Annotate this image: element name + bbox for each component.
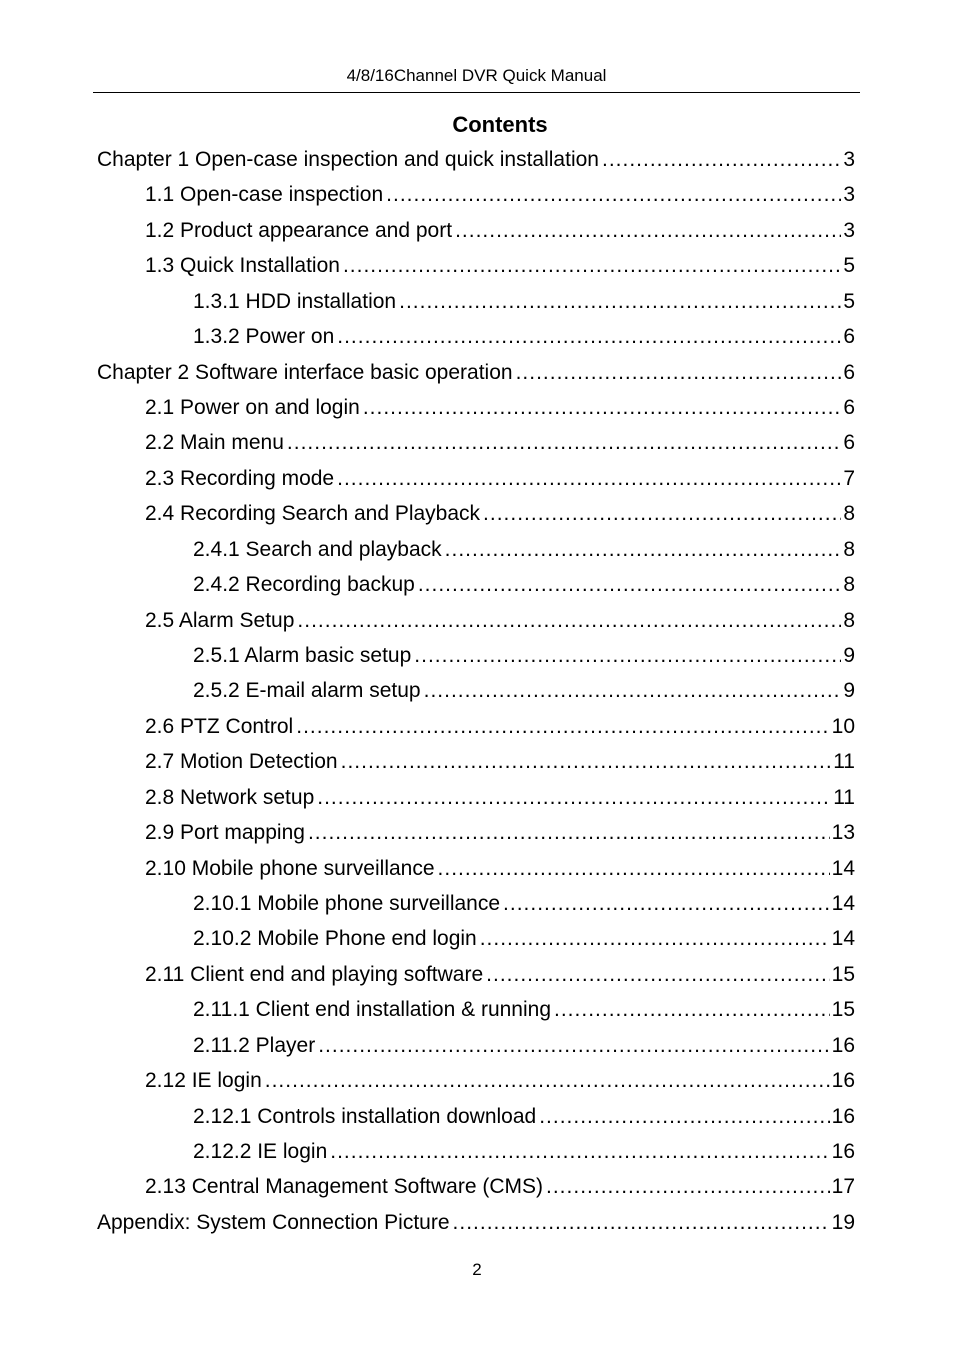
- toc-entry-title: 2.3 Recording mode: [145, 467, 335, 490]
- toc-entry[interactable]: [193, 674, 855, 708]
- toc-dot-leader: [287, 426, 841, 460]
- running-header: 4/8/16Channel DVR Quick Manual: [346, 66, 607, 85]
- toc-dot-leader: [483, 497, 841, 531]
- toc-dot-leader: [438, 852, 830, 886]
- toc-dot-leader: [308, 816, 830, 850]
- toc-entry[interactable]: [193, 533, 855, 567]
- toc-entry[interactable]: [145, 391, 855, 425]
- toc-entry-title: 2.12.1 Controls installation download: [193, 1105, 537, 1128]
- toc-entry-page: 5: [843, 254, 855, 277]
- toc-entry-title: 2.9 Port mapping: [145, 821, 305, 844]
- toc-entry-title: 2.5.2 E-mail alarm setup: [193, 679, 421, 702]
- toc-entry-page: 13: [831, 821, 855, 844]
- toc-entry-page: 3: [843, 148, 855, 171]
- toc-entry-page: 9: [843, 644, 855, 667]
- toc-entry[interactable]: [193, 1135, 855, 1169]
- toc-entry[interactable]: [193, 568, 855, 602]
- toc-entry-title: 2.10.1 Mobile phone surveillance: [193, 892, 501, 915]
- toc-entry-page: 8: [843, 538, 855, 561]
- toc-entry-title: 2.5.1 Alarm basic setup: [193, 644, 412, 667]
- toc-entry-page: 3: [843, 183, 855, 206]
- toc-entry-title: 2.2 Main menu: [145, 431, 284, 454]
- toc-dot-leader: [602, 143, 841, 177]
- toc-entry[interactable]: [145, 214, 855, 248]
- toc-entry[interactable]: [145, 745, 855, 779]
- toc-entry-page: 15: [831, 998, 855, 1021]
- toc-entry[interactable]: [145, 249, 855, 283]
- toc-entry-page: 14: [831, 857, 855, 880]
- toc-entry[interactable]: [145, 178, 855, 212]
- toc-entry[interactable]: [193, 639, 855, 673]
- toc-entry[interactable]: [145, 710, 855, 744]
- toc-entry[interactable]: [145, 426, 855, 460]
- toc-entry-title: 2.11.1 Client end installation & running: [193, 998, 552, 1021]
- toc-entry[interactable]: [97, 143, 855, 177]
- toc-entry-title: 2.11.2 Player: [193, 1034, 316, 1057]
- toc-entry-title: Chapter 1 Open-case inspection and quick installation: [97, 148, 599, 171]
- contents-heading: Contents: [452, 112, 548, 137]
- toc-entry-title: 2.5 Alarm Setup: [145, 609, 295, 632]
- toc-entry-title: Chapter 2 Software interface basic operation: [97, 361, 513, 384]
- toc-dot-leader: [503, 887, 830, 921]
- toc-dot-leader: [363, 391, 841, 425]
- toc-entry[interactable]: [193, 887, 855, 921]
- toc-entry[interactable]: [145, 958, 855, 992]
- toc-entry-title: 1.3.2 Power on: [193, 325, 335, 348]
- header-divider: [93, 92, 860, 93]
- toc-entry-title: 2.4.1 Search and playback: [193, 538, 442, 561]
- toc-dot-leader: [455, 214, 841, 248]
- toc-entry-page: 7: [843, 467, 855, 490]
- toc-dot-leader: [296, 710, 829, 744]
- toc-entry[interactable]: [193, 922, 855, 956]
- toc-entry-title: 2.1 Power on and login: [145, 396, 360, 419]
- toc-entry-page: 8: [843, 609, 855, 632]
- toc-entry-page: 6: [843, 325, 855, 348]
- toc-entry-title: 2.7 Motion Detection: [145, 750, 338, 773]
- toc-entry-page: 14: [831, 927, 855, 950]
- toc-entry-title: Appendix: System Connection Picture: [97, 1211, 450, 1234]
- toc-dot-leader: [546, 1170, 830, 1204]
- toc-entry[interactable]: [145, 462, 855, 496]
- toc-dot-leader: [317, 781, 831, 815]
- toc-entry-title: 2.12 IE login: [145, 1069, 262, 1092]
- toc-dot-leader: [297, 604, 841, 638]
- toc-entry-title: 2.4 Recording Search and Playback: [145, 502, 481, 525]
- toc-dot-leader: [341, 745, 832, 779]
- toc-dot-leader: [343, 249, 841, 283]
- toc-entry-title: 2.6 PTZ Control: [145, 715, 294, 738]
- toc-entry[interactable]: [145, 781, 855, 815]
- toc-entry-title: 2.4.2 Recording backup: [193, 573, 415, 596]
- toc-entry-page: 17: [831, 1175, 855, 1198]
- toc-entry[interactable]: [193, 1100, 855, 1134]
- toc-entry-page: 16: [831, 1105, 855, 1128]
- toc-entry-title: 1.3.1 HDD installation: [193, 290, 397, 313]
- toc-dot-leader: [539, 1100, 829, 1134]
- toc-entry[interactable]: [145, 816, 855, 850]
- toc-entry-title: 1.2 Product appearance and port: [145, 219, 453, 242]
- toc-entry[interactable]: [193, 320, 855, 354]
- toc-entry-page: 16: [831, 1140, 855, 1163]
- toc-entry-title: 1.1 Open-case inspection: [145, 183, 384, 206]
- toc-entry-title: 2.11 Client end and playing software: [145, 963, 484, 986]
- toc-dot-leader: [337, 462, 841, 496]
- toc-entry-title: 2.10 Mobile phone surveillance: [145, 857, 435, 880]
- toc-dot-leader: [399, 285, 841, 319]
- toc-dot-leader: [445, 533, 842, 567]
- toc-entry-page: 8: [843, 573, 855, 596]
- toc-dot-leader: [486, 958, 829, 992]
- toc-entry[interactable]: [145, 497, 855, 531]
- toc-entry-title: 2.8 Network setup: [145, 786, 315, 809]
- toc-entry-title: 2.12.2 IE login: [193, 1140, 328, 1163]
- toc-entry[interactable]: [145, 852, 855, 886]
- toc-dot-leader: [424, 674, 842, 708]
- page-number: 2: [472, 1260, 482, 1279]
- toc-entry-page: 6: [843, 431, 855, 454]
- toc-entry-page: 16: [831, 1034, 855, 1057]
- toc-dot-leader: [516, 356, 842, 390]
- toc-dot-leader: [480, 922, 830, 956]
- toc-entry[interactable]: [193, 1029, 855, 1063]
- toc-entry-title: 1.3 Quick Installation: [145, 254, 340, 277]
- toc-entry-page: 6: [843, 361, 855, 384]
- toc-dot-leader: [265, 1064, 830, 1098]
- toc-entry[interactable]: [145, 1170, 855, 1204]
- toc-entry-page: 9: [843, 679, 855, 702]
- toc-entry-page: 6: [843, 396, 855, 419]
- toc-dot-leader: [414, 639, 841, 673]
- toc-dot-leader: [330, 1135, 829, 1169]
- toc-entry-title: 2.10.2 Mobile Phone end login: [193, 927, 477, 950]
- toc-entry-page: 16: [831, 1069, 855, 1092]
- toc-entry-page: 11: [833, 750, 855, 773]
- toc-dot-leader: [318, 1029, 829, 1063]
- toc-dot-leader: [386, 178, 841, 212]
- toc-entry[interactable]: [145, 1064, 855, 1098]
- toc-dot-leader: [337, 320, 841, 354]
- toc-entry-page: 10: [831, 715, 855, 738]
- toc-entry-page: 8: [843, 502, 855, 525]
- toc-entry-page: 19: [831, 1211, 855, 1234]
- toc-entry[interactable]: [145, 604, 855, 638]
- toc-entry-page: 11: [833, 786, 855, 809]
- toc-entry[interactable]: [193, 285, 855, 319]
- toc-entry[interactable]: [97, 1206, 855, 1240]
- toc-entry-page: 14: [831, 892, 855, 915]
- toc-entry[interactable]: [97, 356, 855, 390]
- toc-entry-page: 15: [831, 963, 855, 986]
- toc-dot-leader: [453, 1206, 830, 1240]
- toc-entry-page: 5: [843, 290, 855, 313]
- toc-dot-leader: [418, 568, 842, 602]
- toc-entry[interactable]: [193, 993, 855, 1027]
- toc-dot-leader: [554, 993, 830, 1027]
- toc-entry-title: 2.13 Central Management Software (CMS): [145, 1175, 544, 1198]
- toc-entry-page: 3: [843, 219, 855, 242]
